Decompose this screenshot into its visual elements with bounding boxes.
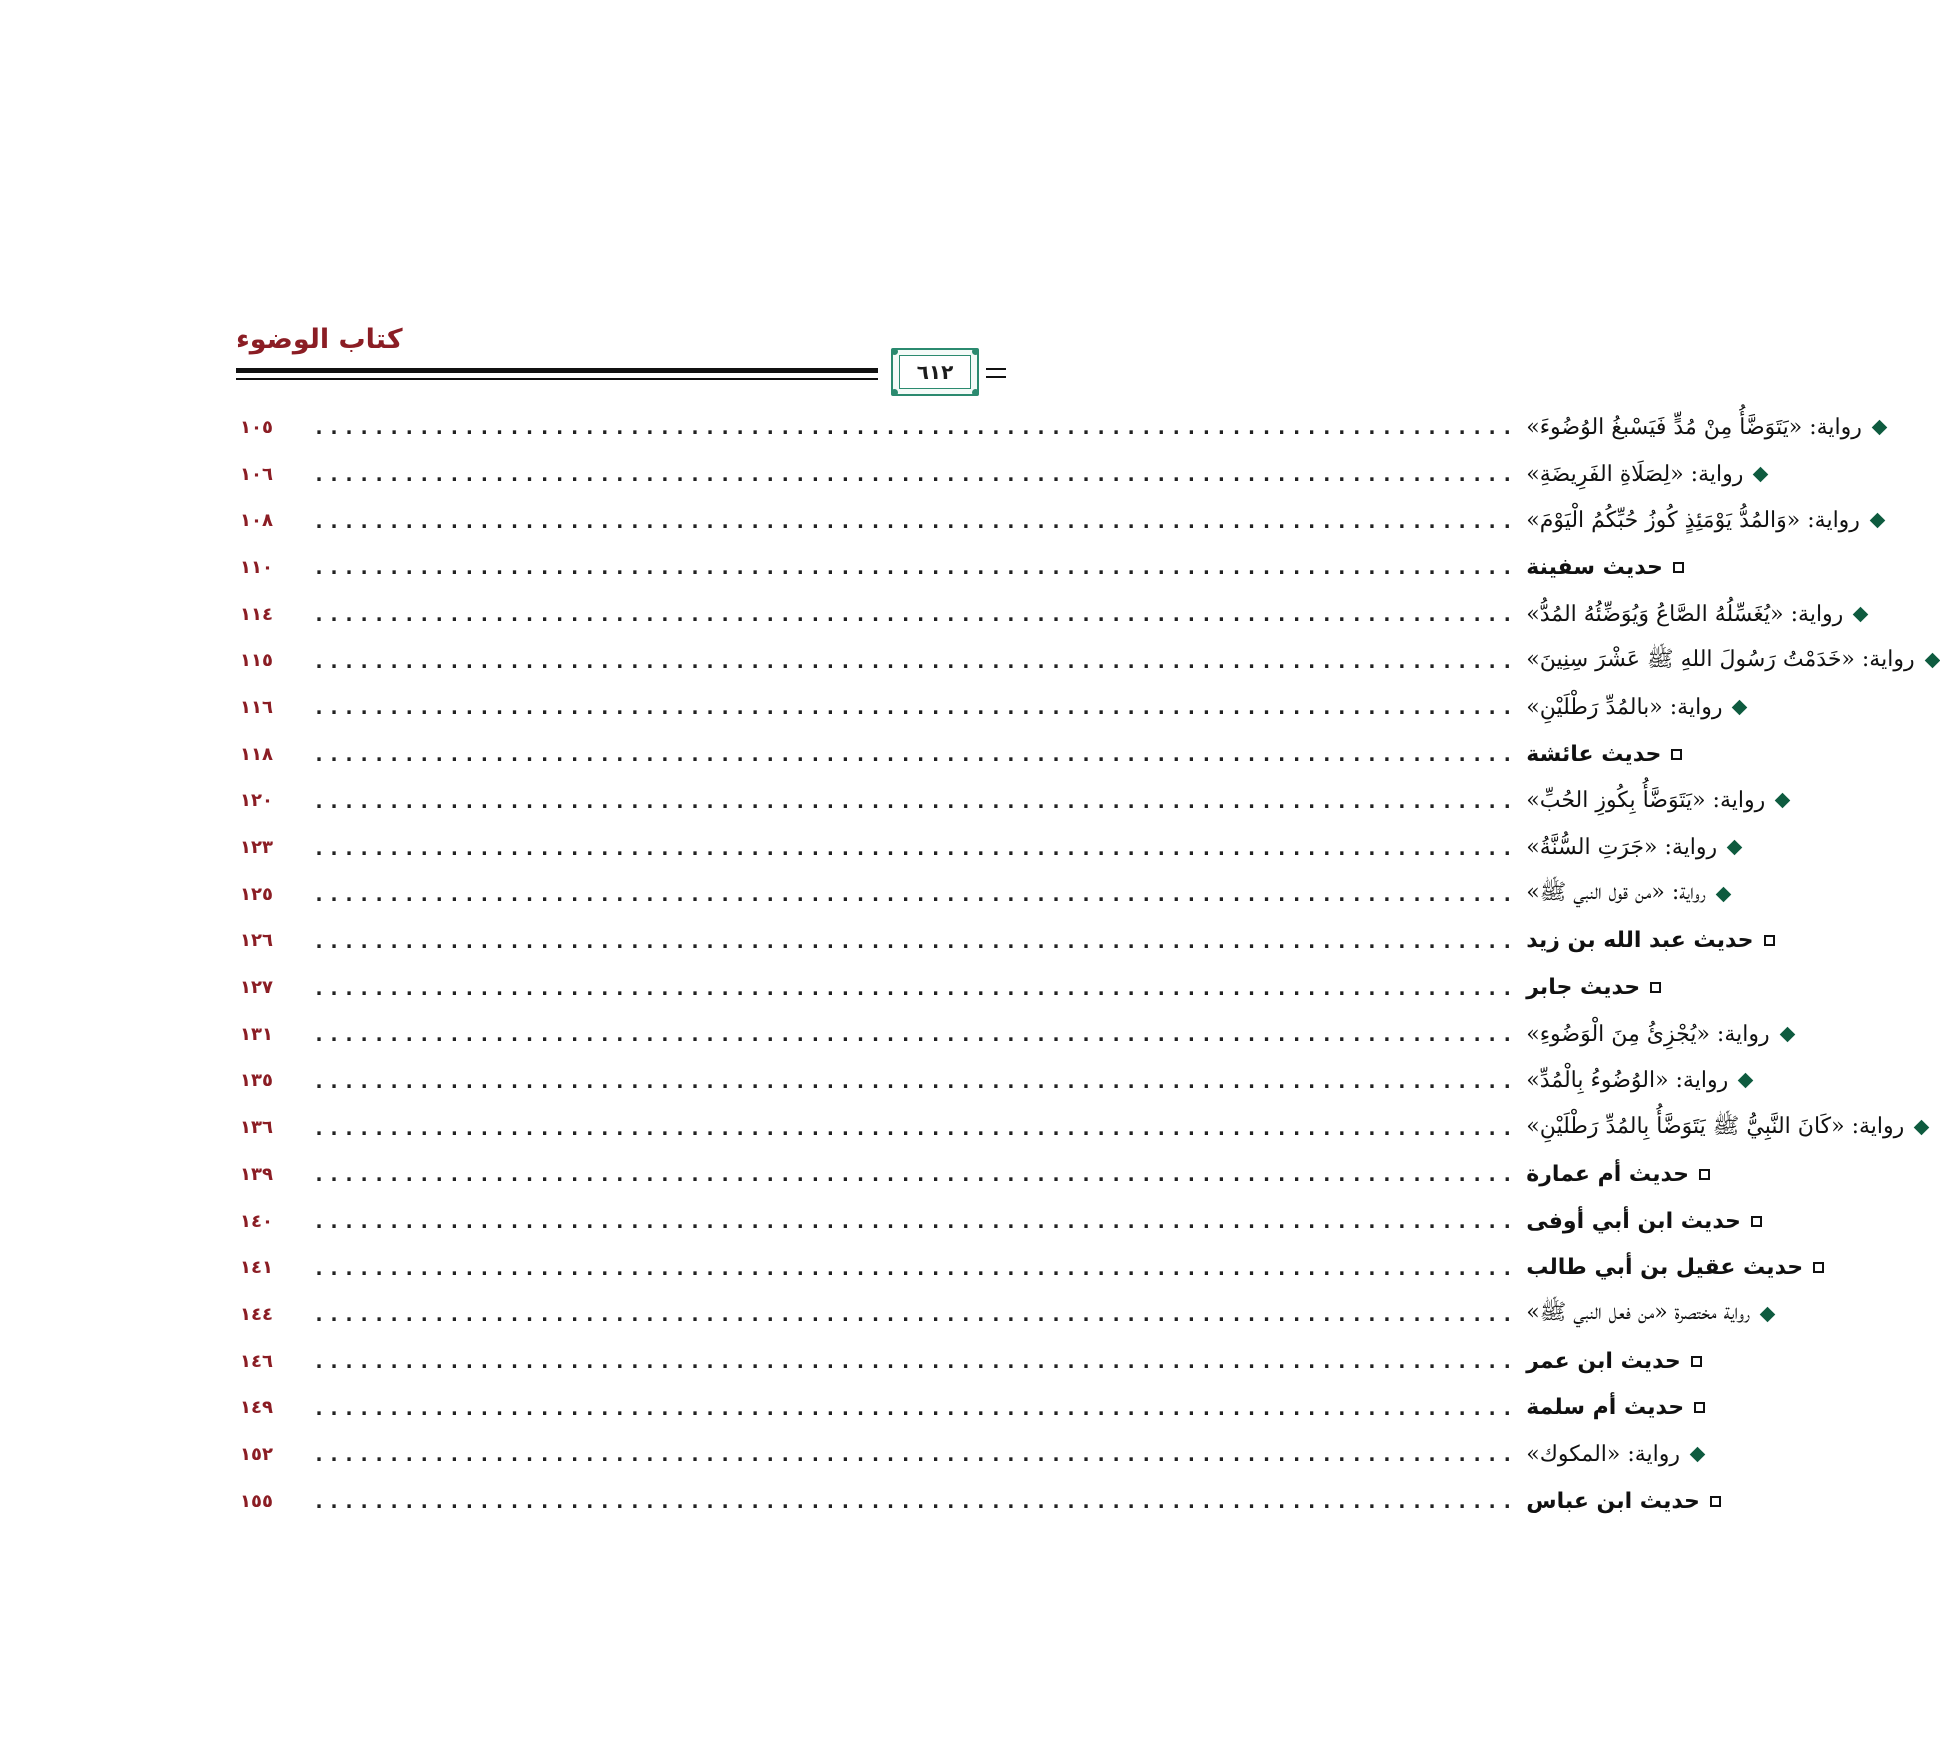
toc-leader-dots: ................................................................................	[312, 975, 1517, 1000]
toc-page-number: ١٤٠	[240, 1210, 273, 1232]
toc-leader-dots: ................................................................................	[312, 602, 1517, 627]
riwaya-label: رواية: «يُغَسِّلُهُ الصَّاعُ وَيُوَضِّئُهُ المُدُّ»	[1526, 601, 1844, 627]
toc-entry	[1526, 878, 1729, 910]
toc-leader-dots: ................................................................................	[312, 1068, 1517, 1093]
toc-entry	[1526, 695, 1745, 720]
page-number-frame	[891, 348, 979, 396]
toc-row[interactable]	[240, 591, 1844, 638]
toc-page-number: ١٤١	[240, 1257, 273, 1279]
toc-leader-dots: ................................................................................	[312, 788, 1517, 813]
toc-leader-dots: ................................................................................	[312, 1209, 1517, 1234]
toc-leader-dots: ................................................................................	[312, 1255, 1517, 1280]
toc-row[interactable]	[240, 637, 1915, 684]
toc-page-number: ١١٤	[240, 603, 273, 625]
toc-page-number: ١٤٦	[240, 1350, 273, 1372]
toc-row[interactable]	[240, 964, 1641, 1011]
toc-entry	[1526, 602, 1866, 627]
toc-page-number: ١٣٦	[240, 1117, 273, 1139]
hadith-heading: حديث عقيل بن أبي طالب	[1526, 1255, 1804, 1281]
toc-leader-dots: ................................................................................	[312, 1115, 1517, 1140]
square-bullet-icon	[1671, 749, 1682, 760]
diamond-bullet-icon	[1690, 1447, 1706, 1463]
riwaya-label: رواية: «المكوك»	[1526, 1441, 1681, 1467]
diamond-bullet-icon	[1914, 1120, 1930, 1136]
toc-leader-dots: ................................................................................	[312, 1395, 1517, 1420]
toc-page-number: ١٢٥	[240, 883, 273, 905]
riwaya-label: رواية: «لِصَلَاةِ الفَرِيضَةِ»	[1526, 461, 1744, 487]
toc-entry	[1526, 555, 1684, 580]
toc-entry	[1526, 1209, 1762, 1234]
diamond-bullet-icon	[1753, 466, 1769, 482]
frame-ornament-icon	[972, 348, 979, 355]
diamond-bullet-icon	[1760, 1307, 1776, 1323]
riwaya-label: رواية: «جَرَتِ السُّنَّةُ»	[1526, 835, 1718, 861]
hadith-heading: حديث ابن أبي أوفى	[1526, 1208, 1741, 1234]
toc-leader-dots: ................................................................................	[312, 415, 1517, 440]
hadith-heading: حديث عبد الله بن زيد	[1526, 928, 1754, 954]
toc-row[interactable]	[240, 1384, 1685, 1431]
toc-leader-dots: ................................................................................	[312, 1162, 1517, 1187]
toc-leader-dots: ................................................................................	[312, 928, 1517, 953]
diamond-bullet-icon	[1779, 1027, 1795, 1043]
square-bullet-icon	[1650, 982, 1661, 993]
hadith-heading: حديث جابر	[1526, 975, 1641, 1001]
header-rule-thick	[236, 368, 878, 373]
toc-page-number: ١٢٣	[240, 837, 273, 859]
toc-page-number: ١٣٩	[240, 1163, 273, 1185]
toc-row[interactable]	[240, 1478, 1700, 1525]
toc-entry	[1526, 788, 1788, 813]
toc-leader-dots: ................................................................................	[312, 742, 1517, 767]
toc-entry	[1526, 415, 1885, 440]
toc-leader-dots: ................................................................................	[312, 1302, 1517, 1327]
diamond-bullet-icon	[1738, 1073, 1754, 1089]
toc-row[interactable]	[240, 731, 1662, 778]
toc-leader-dots: ................................................................................	[312, 462, 1517, 487]
diamond-bullet-icon	[1872, 420, 1888, 436]
toc-entry	[1526, 975, 1661, 1000]
book-title: كتاب الوضوء	[236, 324, 403, 355]
toc-leader-dots: ................................................................................	[312, 555, 1517, 580]
riwaya-label: رواية: «يُجْزِئُ مِنَ الْوَضُوءِ»	[1526, 1021, 1770, 1047]
toc-entry	[1526, 1255, 1824, 1280]
toc-page-number: ١٠٥	[240, 416, 273, 438]
toc-page-number: ١٤٤	[240, 1303, 273, 1325]
riwaya-label: رواية: «بالمُدِّ رَطْلَيْنِ»	[1526, 694, 1723, 720]
diamond-bullet-icon	[1924, 653, 1940, 669]
riwaya-label: رواية: «وَالمُدُّ يَوْمَئِذٍ كُوزُ حُبِّكُمُ الْيَوْمَ»	[1526, 508, 1860, 534]
page-number: ٦١٢	[916, 360, 954, 384]
toc-leader-dots: ................................................................................	[312, 1349, 1517, 1374]
hadith-heading: حديث ابن عمر	[1526, 1348, 1681, 1374]
toc-entry	[1526, 742, 1682, 767]
toc-entry	[1526, 928, 1774, 953]
toc-entry	[1526, 1298, 1773, 1330]
square-bullet-icon	[1710, 1496, 1721, 1507]
toc-leader-dots: ................................................................................	[312, 835, 1517, 860]
toc-page-number: ١٠٦	[240, 463, 273, 485]
diamond-bullet-icon	[1775, 793, 1791, 809]
riwaya-label: رواية: «من قول النبي ﷺ»	[1526, 880, 1706, 906]
square-bullet-icon	[1751, 1216, 1762, 1227]
hadith-heading: حديث عائشة	[1526, 741, 1662, 767]
toc-entry	[1526, 1489, 1721, 1514]
riwaya-label: رواية: «كَانَ النَّبِيُّ ﷺ يَتَوَضَّأُ بِالمُدِّ رَطْلَيْنِ»	[1526, 1113, 1905, 1139]
toc-page-number: ١٢٦	[240, 930, 273, 952]
header-rule-right	[986, 368, 1006, 370]
hadith-heading: حديث سفينة	[1526, 554, 1663, 580]
toc-row[interactable]	[240, 1431, 1681, 1478]
square-bullet-icon	[1691, 1356, 1702, 1367]
toc-page-number: ١٣٥	[240, 1070, 273, 1092]
toc-leader-dots: ................................................................................	[312, 1442, 1517, 1467]
diamond-bullet-icon	[1727, 840, 1743, 856]
toc-entry	[1526, 508, 1883, 533]
toc-row[interactable]	[240, 824, 1718, 871]
hadith-heading: حديث أم سلمة	[1526, 1395, 1685, 1421]
toc-leader-dots: ................................................................................	[312, 882, 1517, 907]
toc-leader-dots: ................................................................................	[312, 1489, 1517, 1514]
square-bullet-icon	[1813, 1262, 1824, 1273]
toc-leader-dots: ................................................................................	[312, 648, 1517, 673]
toc-entry	[1526, 1395, 1705, 1420]
toc-row[interactable]	[240, 1104, 1905, 1151]
toc-row[interactable]	[240, 1198, 1741, 1245]
toc-entry	[1526, 835, 1740, 860]
toc-entry	[1526, 462, 1766, 487]
toc-entry	[1526, 1162, 1710, 1187]
toc-page-number: ١٤٩	[240, 1397, 273, 1419]
frame-ornament-icon	[891, 348, 898, 355]
riwaya-label: رواية مختصرة «من فعل النبي ﷺ»	[1526, 1300, 1751, 1326]
toc-row[interactable]	[240, 871, 1706, 918]
toc-row[interactable]	[240, 684, 1723, 731]
diamond-bullet-icon	[1870, 513, 1886, 529]
square-bullet-icon	[1699, 1169, 1710, 1180]
toc-row[interactable]	[240, 497, 1860, 544]
toc-entry	[1526, 1068, 1751, 1093]
diamond-bullet-icon	[1732, 700, 1748, 716]
toc-row[interactable]	[240, 451, 1744, 498]
toc-leader-dots: ................................................................................	[312, 695, 1517, 720]
toc-page-number: ١٥٢	[240, 1443, 273, 1465]
square-bullet-icon	[1673, 562, 1684, 573]
toc-page-number: ١٠٨	[240, 510, 273, 532]
toc-row[interactable]	[240, 1151, 1690, 1198]
diamond-bullet-icon	[1716, 886, 1732, 902]
toc-entry	[1526, 1022, 1792, 1047]
toc-row[interactable]	[240, 778, 1766, 825]
toc-row[interactable]	[240, 1291, 1751, 1338]
toc-page-number: ١٥٥	[240, 1490, 273, 1512]
toc-leader-dots: ................................................................................	[312, 508, 1517, 533]
toc-row[interactable]	[240, 544, 1663, 591]
page-header	[236, 318, 1006, 396]
square-bullet-icon	[1694, 1402, 1705, 1413]
toc-row[interactable]	[240, 1011, 1770, 1058]
toc-row[interactable]	[240, 1338, 1681, 1385]
toc-entry	[1526, 1112, 1927, 1144]
toc-entry	[1526, 1349, 1702, 1374]
toc-page-number: ١١٥	[240, 650, 273, 672]
frame-ornament-icon	[891, 389, 898, 396]
header-rule-thin	[236, 378, 878, 380]
toc-leader-dots: ................................................................................	[312, 1022, 1517, 1047]
toc-page-number: ١١٦	[240, 696, 273, 718]
table-of-contents	[240, 404, 1915, 1525]
header-rule-right	[986, 376, 1006, 378]
toc-page-number: ١٣١	[240, 1023, 273, 1045]
riwaya-label: رواية: «الوُضُوءُ بِالْمُدِّ»	[1526, 1068, 1729, 1094]
toc-page-number: ١٢٠	[240, 790, 273, 812]
hadith-heading: حديث أم عمارة	[1526, 1161, 1690, 1187]
frame-ornament-icon	[972, 389, 979, 396]
toc-row[interactable]	[240, 404, 1862, 451]
toc-entry	[1526, 1442, 1703, 1467]
riwaya-label: رواية: «يَتَوَضَّأُ مِنْ مُدٍّ فَيَسْبغُ الوُضُوءَ»	[1526, 414, 1862, 440]
hadith-heading: حديث ابن عباس	[1526, 1488, 1700, 1514]
riwaya-label: رواية: «خَدَمْتُ رَسُولَ اللهِ ﷺ عَشْرَ سِنِينَ»	[1526, 646, 1915, 672]
toc-page-number: ١٢٧	[240, 977, 273, 999]
toc-row[interactable]	[240, 1058, 1729, 1105]
toc-entry	[1526, 645, 1937, 677]
diamond-bullet-icon	[1853, 606, 1869, 622]
toc-page-number: ١١٠	[240, 556, 273, 578]
toc-row[interactable]	[240, 1244, 1804, 1291]
toc-page-number: ١١٨	[240, 743, 273, 765]
riwaya-label: رواية: «يَتَوَضَّأُ بِكُوزِ الحُبِّ»	[1526, 788, 1766, 814]
square-bullet-icon	[1764, 935, 1775, 946]
toc-row[interactable]	[240, 918, 1754, 965]
